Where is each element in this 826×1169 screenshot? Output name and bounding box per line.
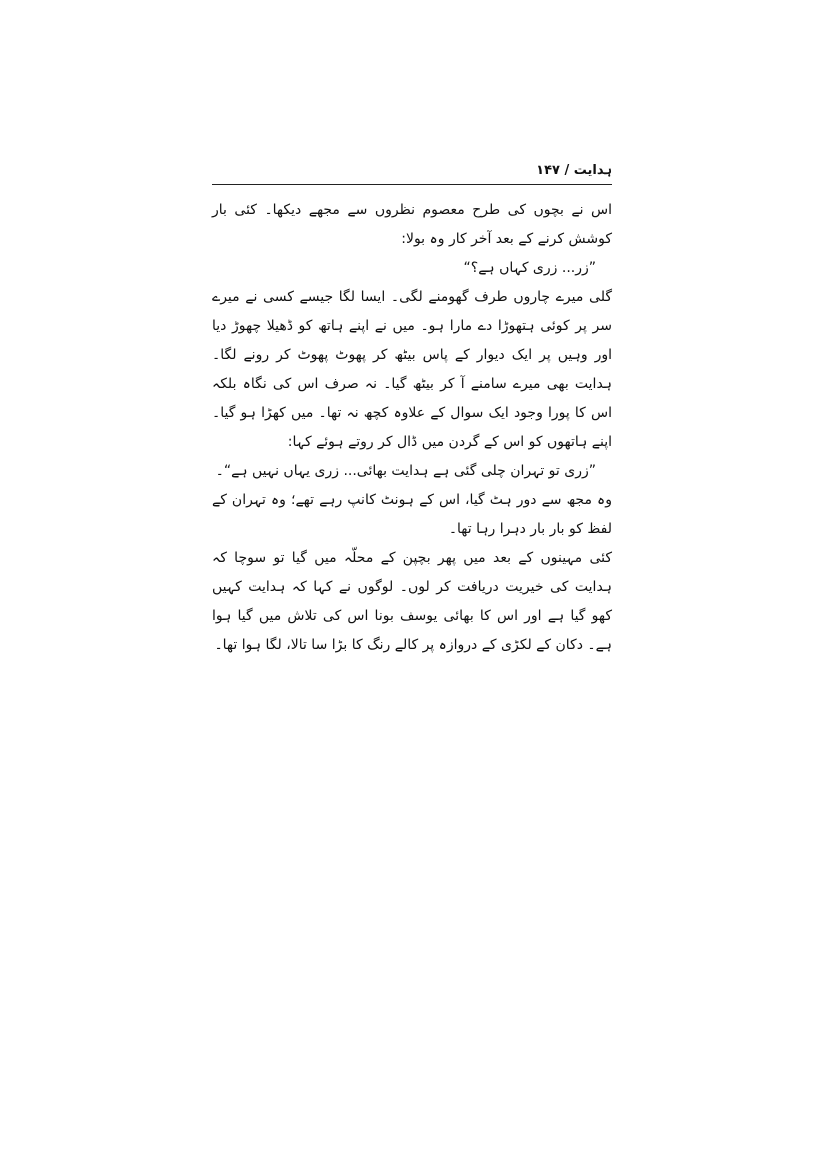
paragraph-1: اس نے بچوں کی طرح معصوم نظروں سے مجھے دیکھا۔ کئی بار کوشش کرنے کے بعد آخر کار وہ بولا: — [212, 202, 612, 247]
page-body — [212, 196, 612, 660]
quote-zari-question: ”زر... زری کہاں ہے؟“ — [463, 260, 596, 276]
header-divider — [212, 184, 612, 185]
paragraph-3: وہ مجھ سے دور ہٹ گیا، اس کے ہونٹ کانپ رہے تھے؛ وہ تہران کے لفظ کو بار بار دہرا رہا تھا۔ — [212, 492, 612, 537]
running-header: ہدایت / ۱۴۷ — [536, 163, 612, 178]
paragraph-2: گلی میرے چاروں طرف گھومنے لگی۔ ایسا لگا جیسے کسی نے میرے سر پر کوئی ہتھوڑا دے مارا ہو۔ میں نے اپنے ہاتھ کو ڈھیلا چھوڑ دیا اور وہیں پر ایک دیوار کے پاس بیٹھ کر پھوٹ پھوٹ کر رونے لگا۔ ہدایت بھی میرے سامنے آ کر بیٹھ گیا۔ نہ صرف اس کی نگاہ بلکہ اس کا پورا وجود ایک سوال کے علاوہ کچھ نہ تھا۔ میں کھڑا ہو گیا۔ اپنے ہاتھوں کو اس کے گردن میں ڈال کر روتے ہوئے کہا: — [212, 289, 612, 450]
quote-zari-tehran: ”زری تو تہران چلی گئی ہے ہدایت بھائی... زری یہاں نہیں ہے“۔ — [215, 463, 596, 479]
paragraph-4: کئی مہینوں کے بعد میں پھر بچپن کے محلّہ میں گیا تو سوچا کہ ہدایت کی خیریت دریافت کر لوں۔ لوگوں نے کہا کہ ہدایت کہیں کھو گیا ہے اور اس کا بھائی یوسف بونا اس کی تلاش میں گیا ہوا ہے۔ دکان کے لکڑی کے دروازہ پر کالے رنگ کا بڑا سا تالا، لگا ہوا تھا۔ — [212, 550, 612, 653]
